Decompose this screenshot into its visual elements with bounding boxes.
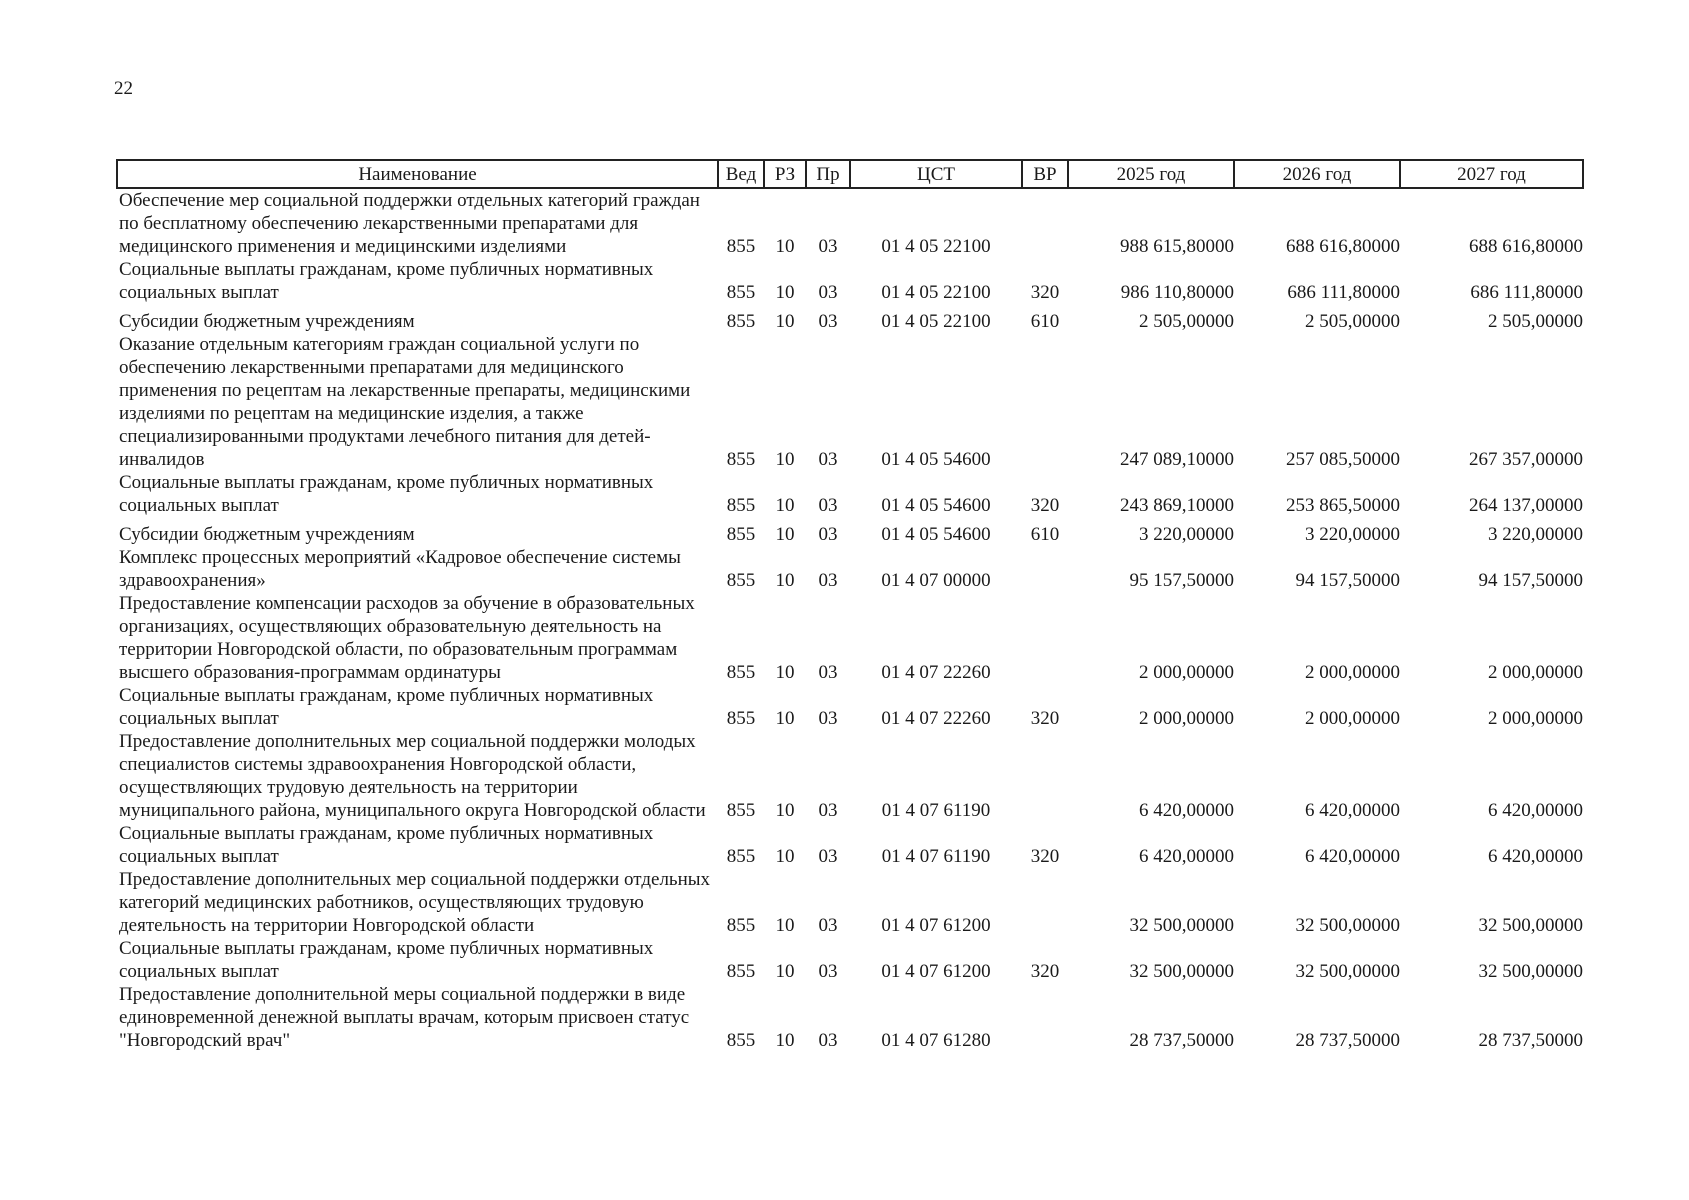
cell-pr: 03 bbox=[818, 961, 838, 982]
header-cst: ЦСТ bbox=[850, 160, 1022, 188]
cell-ved: 855 bbox=[726, 1030, 756, 1051]
table-body bbox=[117, 188, 1583, 1052]
cell-2026: 688 616,80000 bbox=[1286, 236, 1400, 257]
cell-rz: 10 bbox=[775, 800, 795, 821]
cell-2027: 32 500,00000 bbox=[1478, 961, 1583, 982]
cell-pr: 03 bbox=[818, 282, 838, 303]
cell-2025: 243 869,10000 bbox=[1120, 495, 1234, 516]
table-row bbox=[117, 258, 1583, 304]
cell-2025: 95 157,50000 bbox=[1129, 570, 1234, 591]
table-row bbox=[117, 188, 1583, 258]
cell-2027: 267 357,00000 bbox=[1469, 449, 1583, 470]
cell-pr: 03 bbox=[818, 1030, 838, 1051]
cell-cst: 01 4 05 54600 bbox=[881, 495, 991, 516]
cell-2026: 6 420,00000 bbox=[1305, 846, 1400, 867]
cell-ved: 855 bbox=[726, 800, 756, 821]
cell-vr bbox=[1022, 730, 1068, 822]
cell-name: Предоставление дополнительных мер социальной поддержки отдельных категорий медицинских работников, осуществляющих трудовую деятельность на территории Новгородской области bbox=[119, 869, 711, 936]
cell-2027: 2 505,00000 bbox=[1488, 311, 1583, 332]
cell-2027: 3 220,00000 bbox=[1488, 524, 1583, 545]
cell-vr bbox=[1022, 333, 1068, 471]
cell-2025: 28 737,50000 bbox=[1129, 1030, 1234, 1051]
header-rz: РЗ bbox=[764, 160, 806, 188]
table-row bbox=[117, 822, 1583, 868]
cell-2025: 6 420,00000 bbox=[1139, 846, 1234, 867]
cell-2025: 32 500,00000 bbox=[1129, 961, 1234, 982]
cell-ved: 855 bbox=[726, 282, 756, 303]
cell-vr bbox=[1022, 546, 1068, 592]
cell-2026: 253 865,50000 bbox=[1286, 495, 1400, 516]
cell-cst: 01 4 07 00000 bbox=[881, 570, 991, 591]
cell-2025: 247 089,10000 bbox=[1120, 449, 1234, 470]
cell-pr: 03 bbox=[818, 311, 838, 332]
table-row bbox=[117, 471, 1583, 517]
cell-2027: 2 000,00000 bbox=[1488, 708, 1583, 729]
cell-rz: 10 bbox=[775, 495, 795, 516]
cell-2027: 6 420,00000 bbox=[1488, 800, 1583, 821]
cell-name: Предоставление компенсации расходов за обучение в образовательных организациях, осуществляющих образовательную деятельность на территории Новгородской области, по образовательным программам высшего образования-программам ординатуры bbox=[119, 593, 695, 683]
cell-2026: 6 420,00000 bbox=[1305, 800, 1400, 821]
cell-cst: 01 4 07 22260 bbox=[881, 662, 991, 683]
cell-vr bbox=[1022, 868, 1068, 937]
cell-rz: 10 bbox=[775, 961, 795, 982]
cell-name: Социальные выплаты гражданам, кроме публичных нормативных социальных выплат bbox=[119, 472, 654, 516]
cell-cst: 01 4 07 61190 bbox=[881, 800, 991, 821]
cell-vr bbox=[1022, 188, 1068, 258]
cell-2026: 94 157,50000 bbox=[1295, 570, 1400, 591]
cell-cst: 01 4 05 54600 bbox=[881, 449, 991, 470]
cell-name: Субсидии бюджетным учреждениям bbox=[119, 311, 415, 332]
cell-2025: 32 500,00000 bbox=[1129, 915, 1234, 936]
cell-2026: 2 505,00000 bbox=[1305, 311, 1400, 332]
cell-name: Обеспечение мер социальной поддержки отдельных категорий граждан по бесплатному обеспечению лекарственными препаратами для медицинского применения и медицинскими изделиями bbox=[119, 190, 700, 257]
cell-ved: 855 bbox=[726, 524, 756, 545]
cell-2025: 986 110,80000 bbox=[1120, 282, 1234, 303]
header-name: Наименование bbox=[117, 160, 718, 188]
cell-vr bbox=[1022, 592, 1068, 684]
cell-pr: 03 bbox=[818, 846, 838, 867]
header-2027: 2027 год bbox=[1400, 160, 1583, 188]
cell-rz: 10 bbox=[775, 236, 795, 257]
cell-2027: 686 111,80000 bbox=[1470, 282, 1583, 303]
cell-2027: 6 420,00000 bbox=[1488, 846, 1583, 867]
cell-rz: 10 bbox=[775, 662, 795, 683]
cell-2026: 32 500,00000 bbox=[1295, 915, 1400, 936]
cell-2025: 2 505,00000 bbox=[1139, 311, 1234, 332]
cell-rz: 10 bbox=[775, 524, 795, 545]
cell-2026: 3 220,00000 bbox=[1305, 524, 1400, 545]
cell-cst: 01 4 07 22260 bbox=[881, 708, 991, 729]
table-row bbox=[117, 983, 1583, 1052]
cell-cst: 01 4 07 61200 bbox=[881, 915, 991, 936]
cell-name: Социальные выплаты гражданам, кроме публичных нормативных социальных выплат bbox=[119, 823, 654, 867]
cell-pr: 03 bbox=[818, 662, 838, 683]
table-row bbox=[117, 304, 1583, 333]
cell-name: Комплекс процессных мероприятий «Кадровое обеспечение системы здравоохранения» bbox=[119, 547, 681, 591]
page-number: 22 bbox=[114, 78, 133, 99]
table-row bbox=[117, 592, 1583, 684]
cell-2026: 2 000,00000 bbox=[1305, 662, 1400, 683]
cell-2027: 2 000,00000 bbox=[1488, 662, 1583, 683]
cell-name: Субсидии бюджетным учреждениям bbox=[119, 524, 415, 545]
cell-cst: 01 4 05 22100 bbox=[881, 236, 991, 257]
cell-rz: 10 bbox=[775, 1030, 795, 1051]
cell-pr: 03 bbox=[818, 495, 838, 516]
cell-2025: 988 615,80000 bbox=[1120, 236, 1234, 257]
cell-ved: 855 bbox=[726, 449, 756, 470]
cell-ved: 855 bbox=[726, 236, 756, 257]
cell-ved: 855 bbox=[726, 570, 756, 591]
budget-table bbox=[116, 159, 1584, 1052]
cell-rz: 10 bbox=[775, 846, 795, 867]
cell-2027: 264 137,00000 bbox=[1469, 495, 1583, 516]
cell-2025: 2 000,00000 bbox=[1139, 708, 1234, 729]
cell-ved: 855 bbox=[726, 915, 756, 936]
table-row bbox=[117, 546, 1583, 592]
cell-ved: 855 bbox=[726, 961, 756, 982]
table-row bbox=[117, 333, 1583, 471]
cell-cst: 01 4 05 22100 bbox=[881, 311, 991, 332]
cell-2026: 686 111,80000 bbox=[1287, 282, 1400, 303]
table-header-row bbox=[117, 160, 1583, 188]
cell-ved: 855 bbox=[726, 495, 756, 516]
header-vr: ВР bbox=[1022, 160, 1068, 188]
cell-cst: 01 4 07 61190 bbox=[881, 846, 991, 867]
cell-name: Социальные выплаты гражданам, кроме публичных нормативных социальных выплат bbox=[119, 685, 654, 729]
cell-2026: 28 737,50000 bbox=[1295, 1030, 1400, 1051]
cell-name: Предоставление дополнительной меры социальной поддержки в виде единовременной денежной выплаты врачам, которым присвоен статус "Новгородский врач" bbox=[119, 984, 690, 1051]
cell-name: Социальные выплаты гражданам, кроме публичных нормативных социальных выплат bbox=[119, 938, 654, 982]
cell-name: Социальные выплаты гражданам, кроме публичных нормативных социальных выплат bbox=[119, 259, 654, 303]
cell-pr: 03 bbox=[818, 915, 838, 936]
cell-ved: 855 bbox=[726, 662, 756, 683]
cell-cst: 01 4 05 54600 bbox=[881, 524, 991, 545]
cell-rz: 10 bbox=[775, 311, 795, 332]
cell-pr: 03 bbox=[818, 570, 838, 591]
cell-2027: 32 500,00000 bbox=[1478, 915, 1583, 936]
header-ved: Вед bbox=[718, 160, 764, 188]
table-row bbox=[117, 517, 1583, 546]
cell-2026: 2 000,00000 bbox=[1305, 708, 1400, 729]
cell-ved: 855 bbox=[726, 708, 756, 729]
cell-vr: 320 bbox=[1030, 495, 1060, 516]
cell-2027: 28 737,50000 bbox=[1478, 1030, 1583, 1051]
cell-vr: 320 bbox=[1030, 846, 1060, 867]
cell-vr bbox=[1022, 983, 1068, 1052]
table-row bbox=[117, 684, 1583, 730]
cell-2027: 688 616,80000 bbox=[1469, 236, 1583, 257]
cell-ved: 855 bbox=[726, 311, 756, 332]
header-2026: 2026 год bbox=[1234, 160, 1400, 188]
table-row bbox=[117, 730, 1583, 822]
cell-rz: 10 bbox=[775, 708, 795, 729]
cell-2025: 2 000,00000 bbox=[1139, 662, 1234, 683]
cell-pr: 03 bbox=[818, 236, 838, 257]
cell-2025: 6 420,00000 bbox=[1139, 800, 1234, 821]
cell-pr: 03 bbox=[818, 524, 838, 545]
cell-2025: 3 220,00000 bbox=[1139, 524, 1234, 545]
cell-name: Оказание отдельным категориям граждан социальной услуги по обеспечению лекарственными препаратами для медицинского применения по рецептам на лекарственные препараты, медицинскими изделиями по рецептам на медицинские изделия, а также специализированными продуктами лечебного питания для детей-инвалидов bbox=[119, 334, 691, 470]
cell-2027: 94 157,50000 bbox=[1478, 570, 1583, 591]
table-row bbox=[117, 868, 1583, 937]
cell-rz: 10 bbox=[775, 570, 795, 591]
cell-ved: 855 bbox=[726, 846, 756, 867]
cell-pr: 03 bbox=[818, 708, 838, 729]
cell-vr: 320 bbox=[1030, 282, 1060, 303]
table-row bbox=[117, 937, 1583, 983]
cell-rz: 10 bbox=[775, 282, 795, 303]
cell-cst: 01 4 07 61280 bbox=[881, 1030, 991, 1051]
header-2025: 2025 год bbox=[1068, 160, 1234, 188]
cell-pr: 03 bbox=[818, 449, 838, 470]
cell-rz: 10 bbox=[775, 915, 795, 936]
cell-2026: 257 085,50000 bbox=[1286, 449, 1400, 470]
cell-cst: 01 4 07 61200 bbox=[881, 961, 991, 982]
cell-vr: 610 bbox=[1030, 524, 1060, 545]
cell-vr: 610 bbox=[1030, 311, 1060, 332]
cell-rz: 10 bbox=[775, 449, 795, 470]
cell-cst: 01 4 05 22100 bbox=[881, 282, 991, 303]
cell-pr: 03 bbox=[818, 800, 838, 821]
cell-vr: 320 bbox=[1030, 961, 1060, 982]
cell-name: Предоставление дополнительных мер социальной поддержки молодых специалистов системы здравоохранения Новгородской области, осуществляющих трудовую деятельность на территории муниципального района, муниципального округа Новгородской области bbox=[119, 731, 706, 821]
cell-2026: 32 500,00000 bbox=[1295, 961, 1400, 982]
cell-vr: 320 bbox=[1030, 708, 1060, 729]
header-pr: Пр bbox=[806, 160, 850, 188]
